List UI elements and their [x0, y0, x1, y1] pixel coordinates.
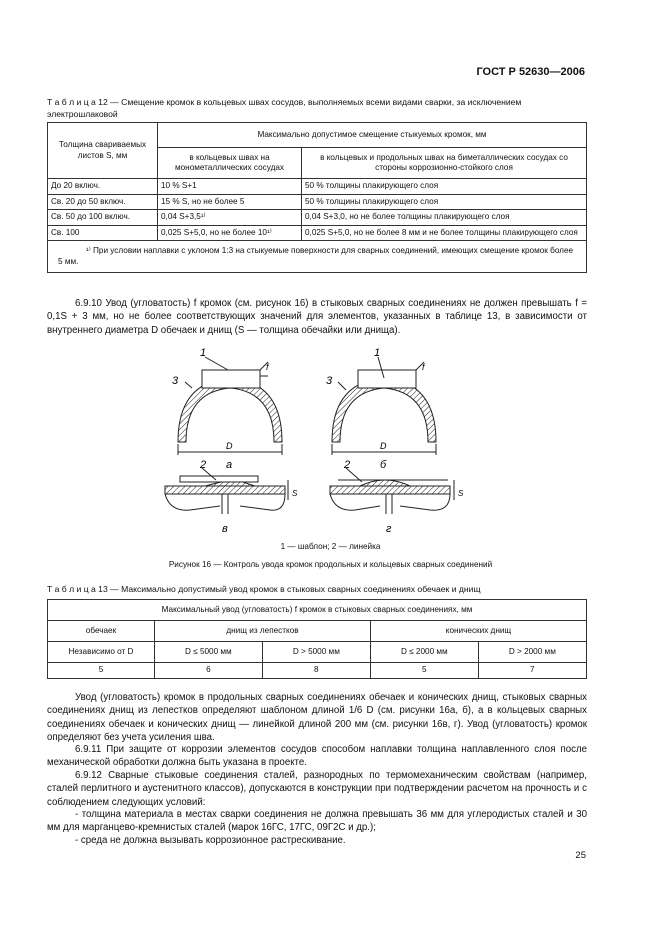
table-row: [48, 642, 587, 663]
fig16b-label-1: 1: [374, 347, 381, 359]
table12-cell: 10 % S+1: [158, 179, 302, 195]
table12-cell: Св. 20 до 50 включ.: [48, 194, 158, 210]
para-6-9-10: 6.9.10 Увод (угловатость) f кромок (см. рисунок 16) в стыковых сварных соединениях не должен превышать f = 0,1S + 3 мм, но не более соответствующих значений для элементов, указанных в таблице 13, в зависимости от внутреннего диаметра D обечаек и днищ (S — толщина обечайки или днища).: [47, 298, 587, 336]
table-row: [48, 179, 587, 195]
para-uvod: Увод (угловатость) кромок в продольных сварных соединениях обечаек и конических днищ, стыковых сварных соединениях днищ из лепестков определяют шаблоном длиной 1/6 D (см. рисунки 16а, б), а в кольцевых сварных соединениях обечаек и конических днищ — линейкой длиной 200 мм (см. рисунки 16в, г). Увод (угловатость) кромок определяют без учета усиления шва.: [47, 692, 587, 743]
table13-sub: D > 2000 мм: [478, 642, 586, 663]
para-6-9-11: 6.9.11 При защите от коррозии элементов сосудов способом наплавки толщина наплавленного слоя после механической обработки должна быть указана в проекте.: [47, 744, 587, 769]
table13-caption: [47, 583, 587, 595]
table12-cell: Св. 50 до 100 включ.: [48, 210, 158, 226]
page-number: 25: [575, 850, 586, 861]
table12-caption: [47, 96, 587, 120]
table12-cell: Св. 100: [48, 225, 158, 241]
figure-16a: [172, 347, 282, 471]
table12-h-bimetal: в кольцевых и продольных швах на биметаллических сосудах со стороны коррозионно-стойкого слоя: [302, 148, 587, 179]
table-row: [48, 194, 587, 210]
fig16-sub-v: в: [222, 523, 228, 535]
fig16g-label-s: S: [458, 489, 464, 498]
table13-h-shell: обечаек: [48, 621, 155, 642]
para-6-9-12: 6.9.12 Сварные стыковые соединения сталей, разнородных по термомеханическим свойствам (например, сталей перлитного и аустенитного классов), допускаются в конструкции при подтверждении расчетом на прочность и с соблюдением следующих условий:: [47, 770, 587, 808]
table13-val: 6: [155, 663, 263, 679]
table12-cell: 15 % S, но не более 5: [158, 194, 302, 210]
table13-caption-label: Т а б л и ц а 13: [47, 584, 108, 594]
table13-val: 7: [478, 663, 586, 679]
fig16-sub-g: г: [386, 523, 392, 535]
figure-16b: [326, 347, 436, 471]
fig16v-label-s: S: [292, 489, 298, 498]
table13-sub: Независимо от D: [48, 642, 155, 663]
table13-h-petal: днищ из лепестков: [155, 621, 371, 642]
table12-cell: До 20 включ.: [48, 179, 158, 195]
table-row: [48, 241, 587, 273]
figure-16: [150, 340, 480, 550]
figure-16g: [330, 459, 464, 535]
bullet-2: - среда не должна вызывать коррозионное растрескивание.: [75, 835, 346, 846]
fig16v-label-2: 2: [200, 459, 207, 471]
bullet-1: - толщина материала в местах сварки соединения не должна превышать 36 мм для углеродистых сталей и 30 мм для марганцево-кремнистых сталей (марок 16ГС, 17ГС, 09Г2С и др.);: [47, 809, 587, 834]
figure16-caption: Рисунок 16 — Контроль увода кромок продольных и кольцевых сварных соединений: [168, 560, 493, 569]
fig16a-label-3: 3: [172, 375, 179, 387]
table13-sub: D ≤ 2000 мм: [370, 642, 478, 663]
fig16a-label-D: D: [226, 441, 233, 451]
table13: [47, 599, 587, 679]
fig16b-label-D: D: [380, 441, 387, 451]
table13-val: 5: [48, 663, 155, 679]
table13-caption-text: — Максимально допустимый увод кромок в стыковых сварных соединениях обечаек и днищ: [107, 584, 481, 594]
fig16-sub-a: а: [226, 459, 233, 471]
table12-cell: 0,04 S+3,0, но не более толщины плакирующего слоя: [302, 210, 587, 226]
fig16b-label-f: f: [422, 362, 425, 372]
table12-caption-text: — Смещение кромок в кольцевых швах сосудов, выполняемых всеми видами сварки, за исключением электрошлаковой: [47, 97, 522, 119]
table12-h-mono: в кольцевых швах на монометаллических сосудах: [158, 148, 302, 179]
table12-cell: 50 % толщины плакирующего слоя: [302, 194, 587, 210]
table12-cell: 0,04 S+3,5¹⁾: [158, 210, 302, 226]
table12-caption-label: Т а б л и ц а 12: [47, 97, 108, 107]
fig16b-label-3: 3: [326, 375, 333, 387]
table12-cell: 50 % толщины плакирующего слоя: [302, 179, 587, 195]
table-row: [48, 663, 587, 679]
table13-h-conic: конических днищ: [370, 621, 586, 642]
doc-header: ГОСТ Р 52630—2006: [476, 66, 585, 78]
table12-h-max: Максимально допустимое смещение стыкуемых кромок, мм: [158, 123, 587, 148]
table12-h-thickness: Толщина свариваемых листов S, мм: [48, 123, 158, 179]
table12-cell: 0,025 S+5,0, но не более 10¹⁾: [158, 225, 302, 241]
table12-footnote: ¹⁾ При условии наплавки с уклоном 1:3 на стыкуемые поверхности для сварных соединений, имеющих смещение кромок более 5 мм.: [48, 241, 587, 273]
fig16a-label-f: f: [266, 362, 269, 372]
table-row: [48, 225, 587, 241]
fig16g-label-2: 2: [344, 459, 351, 471]
fig16a-label-1: 1: [200, 347, 207, 359]
table13-val: 5: [370, 663, 478, 679]
table13-h-main: Максимальный увод (угловатость) f кромок в стыковых сварных соединениях, мм: [48, 600, 587, 621]
figure16-legend: 1 — шаблон; 2 — линейка: [280, 542, 381, 551]
table12: [47, 122, 587, 273]
table12-cell: 0,025 S+5,0, но не более 8 мм и не более толщины плакирующего слоя: [302, 225, 587, 241]
fig16-sub-b: б: [380, 459, 387, 471]
table13-val: 8: [262, 663, 370, 679]
table-row: [48, 210, 587, 226]
table13-sub: D > 5000 мм: [262, 642, 370, 663]
table13-sub: D ≤ 5000 мм: [155, 642, 263, 663]
